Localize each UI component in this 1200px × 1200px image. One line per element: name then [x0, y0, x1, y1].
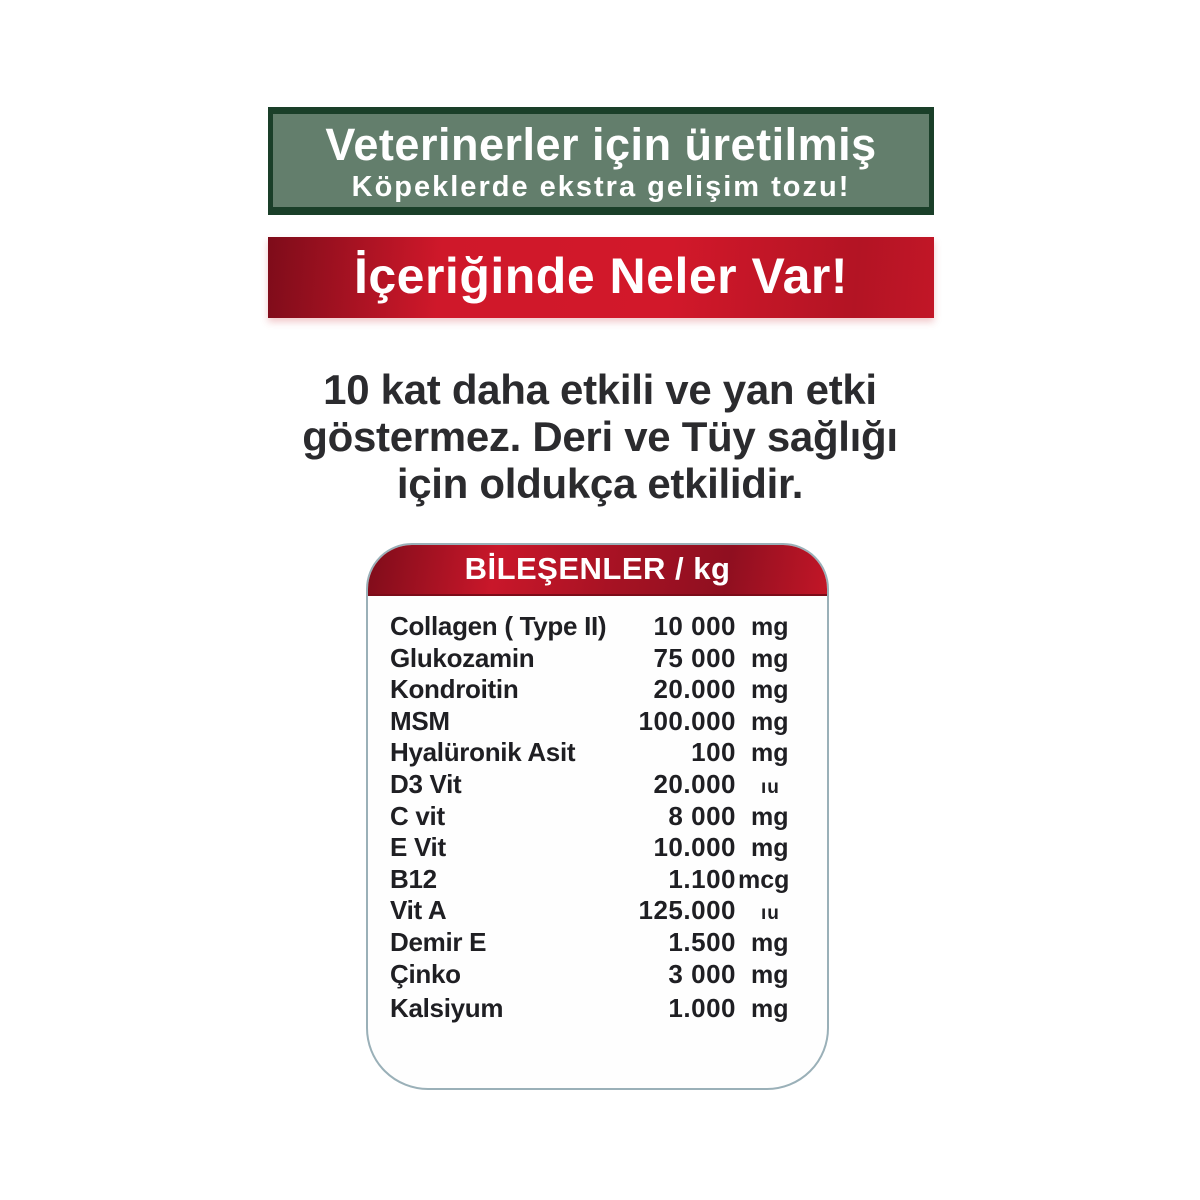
ingredients-card-title: BİLEŞENLER / kg	[464, 550, 731, 586]
ingredient-value: 8 000	[668, 800, 736, 831]
ingredient-name: MSM	[390, 705, 450, 736]
ingredient-row	[390, 927, 798, 959]
ingredients-table	[368, 596, 827, 1025]
ingredient-row	[390, 674, 798, 706]
description-line-1: 10 kat daha etkili ve yan etki	[323, 366, 877, 413]
ingredient-unit: mg	[751, 613, 789, 641]
ingredient-value: 10.000	[653, 832, 736, 863]
description-line-2: göstermez. Deri ve Tüy sağlığı	[302, 413, 898, 460]
green-banner	[268, 107, 934, 215]
ingredient-row	[390, 993, 798, 1025]
ingredient-unit: mg	[751, 676, 789, 705]
ingredient-name: Glukozamin	[390, 642, 535, 673]
ingredient-value: 20.000	[653, 768, 736, 799]
ingredient-name: Kalsiyum	[390, 993, 504, 1024]
ingredient-name: Hyalüronik Asit	[390, 737, 576, 768]
ingredient-value: 20.000	[653, 674, 736, 705]
ingredient-value: 75 000	[653, 642, 736, 673]
ingredient-unit: mg	[751, 739, 789, 768]
ingredient-value: 1.100	[668, 863, 736, 894]
ingredient-row	[390, 769, 798, 801]
ingredient-name: B12	[390, 863, 437, 894]
description-line-3: için oldukça etkilidir.	[396, 460, 804, 507]
ingredient-value: 3 000	[668, 958, 736, 989]
ingredient-row	[390, 832, 798, 864]
ingredient-value: 125.000	[638, 895, 736, 926]
green-banner-subtitle: Köpeklerde ekstra gelişim tozu!	[351, 171, 851, 203]
ingredient-row	[390, 864, 798, 896]
ingredient-row	[390, 737, 798, 769]
ingredient-unit: mg	[751, 707, 789, 736]
ingredient-row	[390, 959, 798, 991]
ingredient-row	[390, 643, 798, 675]
ingredient-name: E Vit	[390, 832, 446, 863]
ingredients-card	[366, 543, 829, 1090]
red-banner	[268, 237, 934, 318]
ingredient-value: 100.000	[638, 705, 736, 736]
ingredient-name: D3 Vit	[390, 768, 462, 799]
ingredient-row	[390, 801, 798, 833]
ingredient-name: Vit A	[390, 895, 447, 926]
ingredient-value: 1.000	[668, 993, 736, 1024]
ingredient-unit: mg	[751, 644, 789, 673]
ingredient-unit: ıu	[761, 903, 780, 925]
ingredient-name: Demir E	[390, 926, 487, 957]
ingredients-card-header	[368, 545, 827, 596]
ingredient-name: Çinko	[390, 958, 461, 989]
ingredient-unit: mg	[751, 928, 789, 957]
ingredient-value: 10 000	[653, 611, 736, 641]
ingredient-name: C vit	[390, 800, 445, 831]
ingredient-name: Kondroitin	[390, 674, 519, 705]
ingredient-unit: ıu	[761, 776, 780, 798]
green-banner-title: Veterinerler için üretilmiş	[325, 119, 877, 170]
ingredient-row	[390, 706, 798, 738]
ingredient-unit: mg	[751, 802, 789, 831]
ingredient-value: 100	[691, 737, 736, 768]
description-text	[0, 366, 1200, 507]
ingredient-unit: mg	[751, 834, 789, 863]
ingredient-unit: mg	[751, 995, 789, 1024]
red-banner-label: İçeriğinde Neler Var!	[353, 247, 849, 304]
ingredient-row	[390, 611, 798, 643]
ingredient-value: 1.500	[668, 926, 736, 957]
ingredient-row	[390, 895, 798, 927]
ingredient-name: Collagen ( Type II)	[390, 611, 606, 641]
ingredient-unit: mcg	[738, 865, 790, 894]
ingredient-unit: mg	[751, 960, 789, 989]
